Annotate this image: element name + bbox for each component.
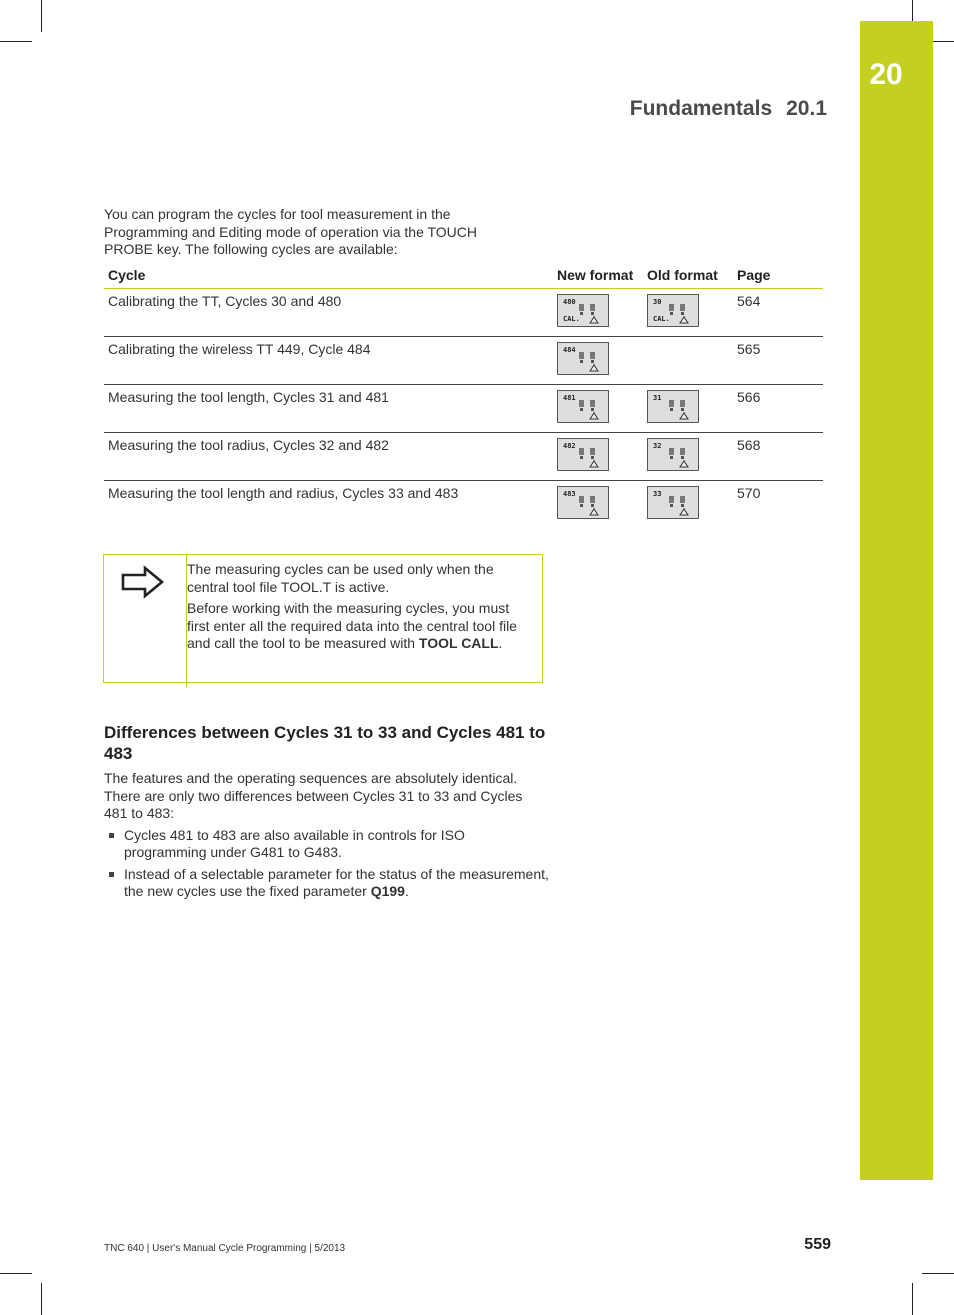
cell-new-format [553,289,643,337]
cell-old-format [643,481,733,529]
cell-old-format [643,289,733,337]
table-row [104,433,823,481]
list-item-text: Instead of a selectable parameter for the status of the measurement, the new cycles use the fixed parameter [124,865,549,899]
note-text-part: Before working with the measuring cycles, you must first enter all the required data into the central tool file and call the tool to be measured with [187,600,517,651]
softkey-number: 484 [563,346,576,354]
softkey-number: 32 [653,442,662,450]
cell-cycle: Measuring the tool length and radius, Cycles 33 and 483 [108,485,459,501]
list-item-text: . [404,883,409,899]
tool-probe-icon [578,399,602,421]
table-row [104,289,823,337]
softkey-number: 481 [563,394,576,402]
tool-probe-icon [668,495,692,517]
intro-paragraph: You can program the cycles for tool measurement in the Programming and Editing mode of operation via the TOUCH PROBE key. The following cycles are available: [104,206,478,257]
list-item [104,827,549,862]
cell-cycle: Measuring the tool length, Cycles 31 and 481 [104,385,553,433]
softkey-button[interactable] [557,486,609,519]
note-text [186,555,542,688]
softkey-cal-label: CAL. [653,315,670,323]
table-row [104,481,823,529]
note-icon-area [104,555,186,682]
square-bullet-icon [109,872,114,877]
tool-probe-icon [668,399,692,421]
crop-mark [0,1273,32,1274]
cell-cycle: Calibrating the TT, Cycles 30 and 480 [104,289,553,337]
differences-heading: Differences between Cycles 31 to 33 and Cycles 481 to 483 [104,723,546,763]
cell-old-format [643,337,733,385]
softkey-number: 33 [653,490,662,498]
softkey-button[interactable] [557,294,609,327]
softkey-button[interactable] [647,294,699,327]
crop-mark [41,0,42,32]
table-header-row [104,264,823,289]
softkey-number: 483 [563,490,576,498]
cell-cycle: Measuring the tool radius, Cycles 32 and 482 [104,433,553,481]
softkey-cal-label: CAL. [563,315,580,323]
section-title: Fundamentals [629,97,773,120]
cell-page: 566 [733,385,823,433]
tool-probe-icon [578,447,602,469]
tool-probe-icon [578,495,602,517]
note-text-part: . [498,635,503,651]
header-page: Page [733,264,823,289]
header-old-format: Old format [643,264,733,289]
cell-new-format [553,433,643,481]
cell-page: 564 [733,289,823,337]
crop-mark [41,1283,42,1315]
cell-new-format [553,337,643,385]
softkey-button[interactable] [557,390,609,423]
cell-page: 568 [733,433,823,481]
note-paragraph-2 [187,600,532,653]
header-cycle: Cycle [104,264,553,289]
softkey-button[interactable] [647,438,699,471]
page-number: 559 [804,1236,831,1253]
softkey-number: 480 [563,298,576,306]
section-number: 20.1 [786,97,827,120]
softkey-button[interactable] [557,342,609,375]
note-paragraph-1: The measuring cycles can be used only when the central tool file TOOL.T is active. [187,561,494,595]
square-bullet-icon [109,833,114,838]
cell-old-format [643,385,733,433]
list-item-text: Cycles 481 to 483 are also available in controls for ISO programming under G481 to G483. [124,826,465,860]
tool-probe-icon [668,303,692,325]
arrow-right-icon [121,565,165,599]
table-row [104,337,823,385]
chapter-tab [860,21,933,1180]
softkey-button[interactable] [557,438,609,471]
crop-mark [922,1273,954,1274]
header-new-format: New format [553,264,643,289]
crop-mark [0,41,32,42]
softkey-button[interactable] [647,486,699,519]
table-row [104,385,823,433]
section-heading [630,97,827,121]
differences-paragraph: The features and the operating sequences are absolutely identical. There are only two differences between Cycles 31 to 33 and Cycles 481 to 483: [104,770,523,821]
list-item [104,866,549,901]
cycle-table [104,264,823,528]
tool-probe-icon [668,447,692,469]
softkey-number: 31 [653,394,662,402]
cell-new-format [553,481,643,529]
note-box [103,554,543,683]
cell-page: 570 [737,485,761,501]
cell-new-format [553,385,643,433]
softkey-button[interactable] [647,390,699,423]
cell-cycle: Calibrating the wireless TT 449, Cycle 484 [104,337,553,385]
footer-text: TNC 640 | User's Manual Cycle Programming | 5/2013 [104,1243,346,1254]
cell-page: 565 [733,337,823,385]
softkey-number: 482 [563,442,576,450]
note-code-tool-call: TOOL CALL [418,635,499,651]
tool-probe-icon [578,303,602,325]
crop-mark [912,1283,913,1315]
differences-section [104,770,549,905]
softkey-number: 30 [653,298,662,306]
differences-list [104,827,549,901]
tool-probe-icon [578,351,602,373]
chapter-number: 20 [869,58,903,91]
cell-old-format [643,433,733,481]
parameter-q199: Q199 [370,883,405,899]
